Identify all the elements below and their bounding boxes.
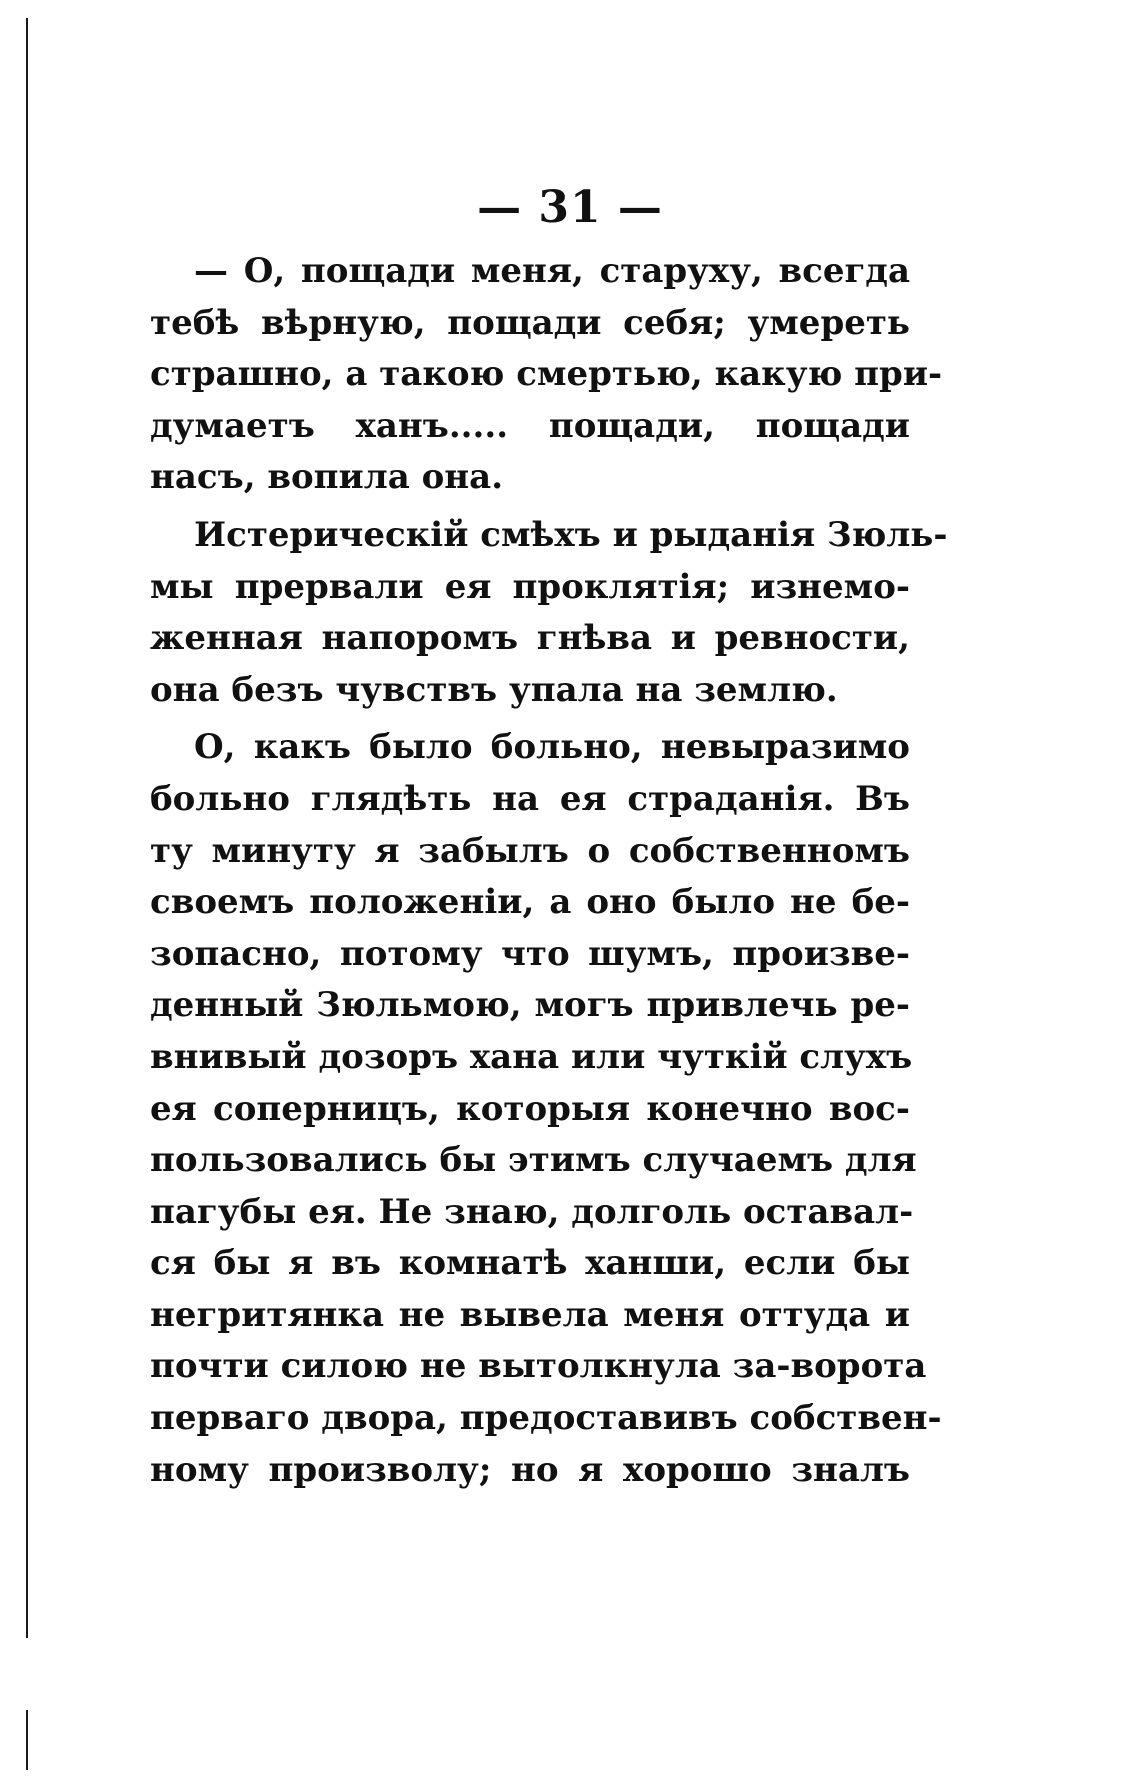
text-line: внивый дозоръ хана или чуткій слухъ [150,1036,913,1077]
text-line: ся бы я въ комнатѣ ханши, если бы [150,1243,910,1284]
text-line: ту минуту я забылъ о собственномъ [150,830,910,871]
text-line: О, какъ было больно, невыразимо [194,727,910,768]
page-edge-rule-lower [26,1710,28,1770]
paragraph-1 [150,246,943,504]
text-line: она безъ чувствъ упала на землю. [150,669,838,710]
text-line: тебѣ вѣрную, пощади себя; умереть [150,302,910,343]
paragraph-2 [150,510,948,716]
body-text [150,246,948,1496]
text-line: насъ, вопила она. [150,457,504,498]
text-line: женная напоромъ гнѣва и ревности, [150,618,910,659]
text-line: перваго двора, предоставивъ собствен- [150,1398,942,1439]
text-line: денный Зюльмою, могъ привлечь ре- [150,985,910,1026]
text-line: больно глядѣть на ея страданія. Въ [150,778,910,819]
text-line: — О, пощади меня, старуху, всегда [194,251,910,291]
text-line: негритянка не вывела меня оттуда и [150,1294,910,1335]
text-line: мы прервали ея проклятія; изнемо- [150,566,910,607]
page-edge-rule [26,18,28,1638]
text-line: зопасно, потому что шумъ, произве- [150,933,910,974]
text-line: ному произволу; но я хорошо зналъ [150,1449,910,1490]
text-line: своемъ положеніи, а оно было не бе- [150,882,910,923]
text-line: ея соперницъ, которыя конечно вос- [150,1088,910,1129]
text-line: пользовались бы этимъ случаемъ для [150,1140,917,1181]
page-number: — 31 — [477,182,663,233]
text-line: страшно, а такою смертью, какую при- [150,354,943,395]
text-line: пагубы ея. Не знаю, долголь оставал- [150,1191,914,1232]
text-line: почти силою не вытолкнула за-ворота [150,1346,927,1387]
text-line: Истерическій смѣхъ и рыданія Зюль- [194,514,948,555]
paragraph-3 [150,722,942,1496]
text-line: думаетъ ханъ..... пощади, пощади [150,405,910,446]
